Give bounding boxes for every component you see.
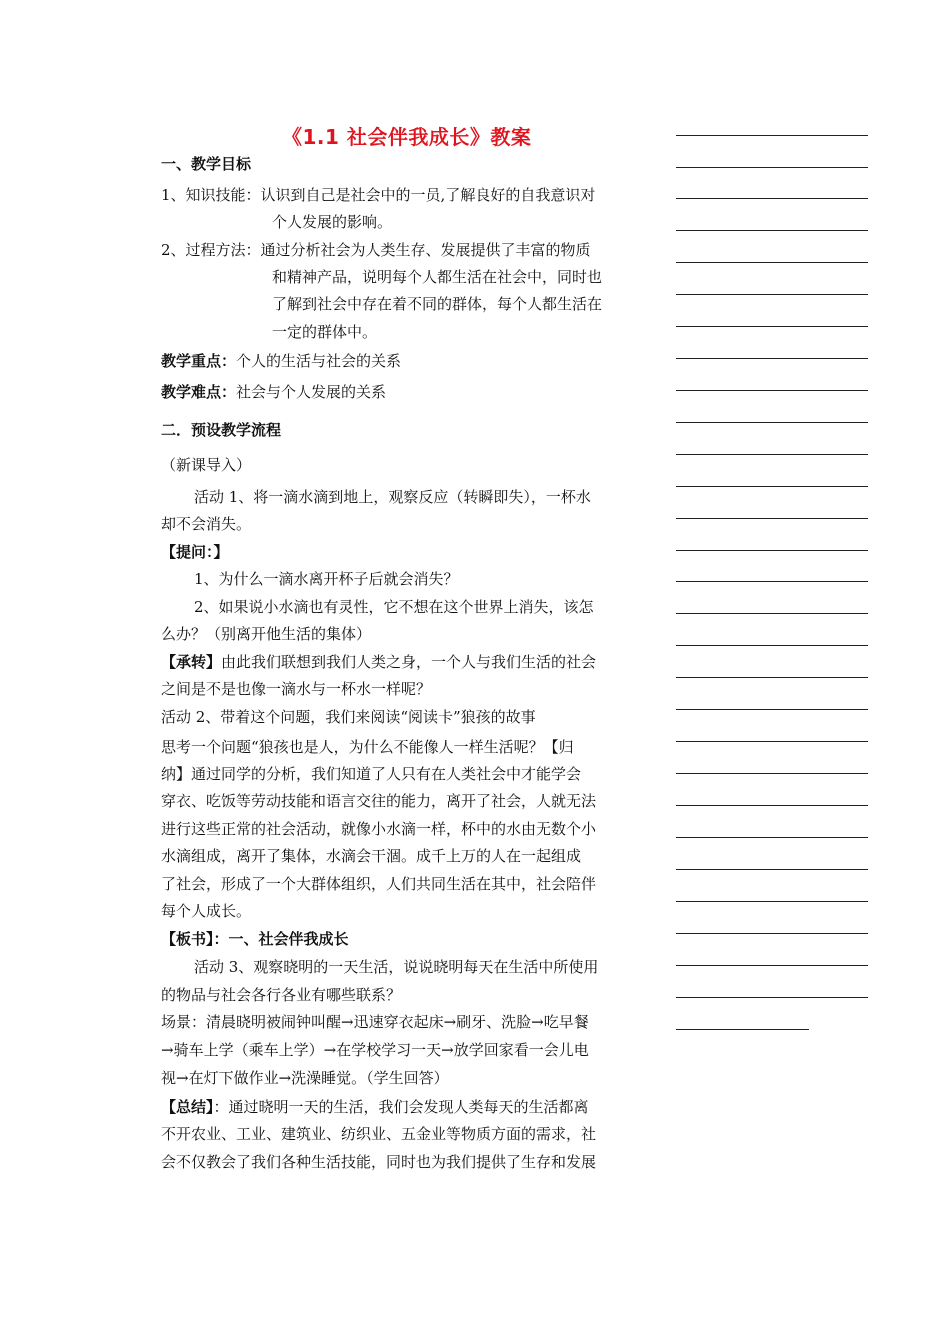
- note-line: [676, 837, 868, 838]
- note-line: [676, 1029, 809, 1030]
- line-text: 纳】通过同学的分析，我们知道了人只有在人类社会中才能学会: [161, 765, 582, 783]
- bold-label: 【板书】：一、社会伴我成长: [161, 930, 349, 948]
- note-line: [676, 230, 868, 231]
- note-line: [676, 262, 868, 263]
- note-line: [676, 933, 868, 934]
- line-text: （新课导入）: [161, 456, 252, 474]
- note-line: [676, 390, 868, 391]
- line-text: 活动 1、将一滴水滴到地上，观察反应（转瞬即失），一杯水: [194, 488, 591, 506]
- line-text: 一定的群体中。: [272, 323, 378, 341]
- note-line: [676, 135, 868, 136]
- bold-label: 一、教学目标: [161, 155, 252, 173]
- line-text: 思考一个问题“狼孩也是人，为什么不能像人一样生活呢？【归: [161, 738, 574, 756]
- line-text: 由此我们联想到我们人类之身，一个人与我们生活的社会: [221, 653, 597, 671]
- line-text: 每个人成长。: [161, 902, 252, 920]
- note-line: [676, 581, 868, 582]
- note-line: [676, 869, 868, 870]
- line-text: 2、过程方法：通过分析社会为人类生存、发展提供了丰富的物质: [161, 241, 591, 259]
- note-line: [676, 997, 868, 998]
- line-text: 会不仅教会了我们各种生活技能，同时也为我们提供了生存和发展: [161, 1153, 597, 1171]
- document-title: 《1.1 社会伴我成长》教案: [282, 125, 532, 149]
- note-line: [676, 677, 868, 678]
- line-text: 的物品与社会各行各业有哪些联系？: [161, 986, 402, 1004]
- line-text: 之间是不是也像一滴水与一杯水一样呢？: [161, 680, 432, 698]
- line-text: 了社会，形成了一个大群体组织，人们共同生活在其中，社会陪伴: [161, 875, 597, 893]
- line-text: 了解到社会中存在着不同的群体，每个人都生活在: [272, 295, 603, 313]
- note-line: [676, 454, 868, 455]
- note-line: [676, 326, 868, 327]
- note-line: [676, 294, 868, 295]
- note-line: [676, 518, 868, 519]
- line-text: 1、为什么一滴水离开杯子后就会消失？: [194, 570, 459, 588]
- note-line: [676, 198, 868, 199]
- line-text: 穿衣、吃饭等劳动技能和语言交往的能力，离开了社会，人就无法: [161, 792, 597, 810]
- line-text: 1、知识技能：认识到自己是社会中的一员,了解良好的自我意识对: [161, 186, 596, 204]
- note-line: [676, 167, 868, 168]
- bold-label: 【总结】: [161, 1098, 214, 1116]
- line-text: 个人的生活与社会的关系: [236, 352, 402, 370]
- line-text: 场景：清晨晓明被闹钟叫醒→迅速穿衣起床→刷牙、洗脸→吃早餐: [161, 1013, 589, 1031]
- line-text: →骑车上学（乘车上学）→在学校学习一天→放学回家看一会儿电: [161, 1041, 589, 1059]
- line-text: 进行这些正常的社会活动，就像小水滴一样，杯中的水由无数个小: [161, 820, 597, 838]
- note-line: [676, 486, 868, 487]
- line-text: 活动 3、观察晓明的一天生活，说说晓明每天在生活中所使用: [194, 958, 599, 976]
- line-text: 水滴组成，离开了集体，水滴会干涸。成千上万的人在一起组成: [161, 847, 582, 865]
- note-line: [676, 773, 868, 774]
- line-text: 和精神产品，说明每个人都生活在社会中，同时也: [272, 268, 603, 286]
- line-text: 活动 2、带着这个问题，我们来阅读“阅读卡”狼孩的故事: [161, 708, 536, 726]
- note-line: [676, 709, 868, 710]
- note-line: [676, 358, 868, 359]
- note-line: [676, 613, 868, 614]
- line-text: 么办？（别离开他生活的集体）: [161, 625, 372, 643]
- note-line: [676, 741, 868, 742]
- note-line: [676, 805, 868, 806]
- note-line: [676, 901, 868, 902]
- line-text: 2、如果说小水滴也有灵性，它不想在这个世界上消失，该怎: [194, 598, 594, 616]
- line-text: ：通过晓明一天的生活，我们会发现人类每天的生活都离: [213, 1098, 589, 1116]
- bold-label: 二．预设教学流程: [161, 421, 282, 439]
- bold-label: 教学重点：: [161, 352, 237, 370]
- line-text: 却不会消失。: [161, 515, 252, 533]
- note-line: [676, 965, 868, 966]
- line-text: 不开农业、工业、建筑业、纺织业、五金业等物质方面的需求，社: [161, 1125, 597, 1143]
- bold-label: 教学难点：: [161, 383, 237, 401]
- line-text: 视→在灯下做作业→洗澡睡觉。（学生回答）: [161, 1069, 449, 1087]
- line-text: 个人发展的影响。: [272, 213, 393, 231]
- bold-label: 【提问：】: [161, 543, 229, 561]
- note-line: [676, 550, 868, 551]
- note-line: [676, 422, 868, 423]
- note-line: [676, 645, 868, 646]
- line-text: 社会与个人发展的关系: [236, 383, 387, 401]
- bold-label: 【承转】: [161, 653, 222, 671]
